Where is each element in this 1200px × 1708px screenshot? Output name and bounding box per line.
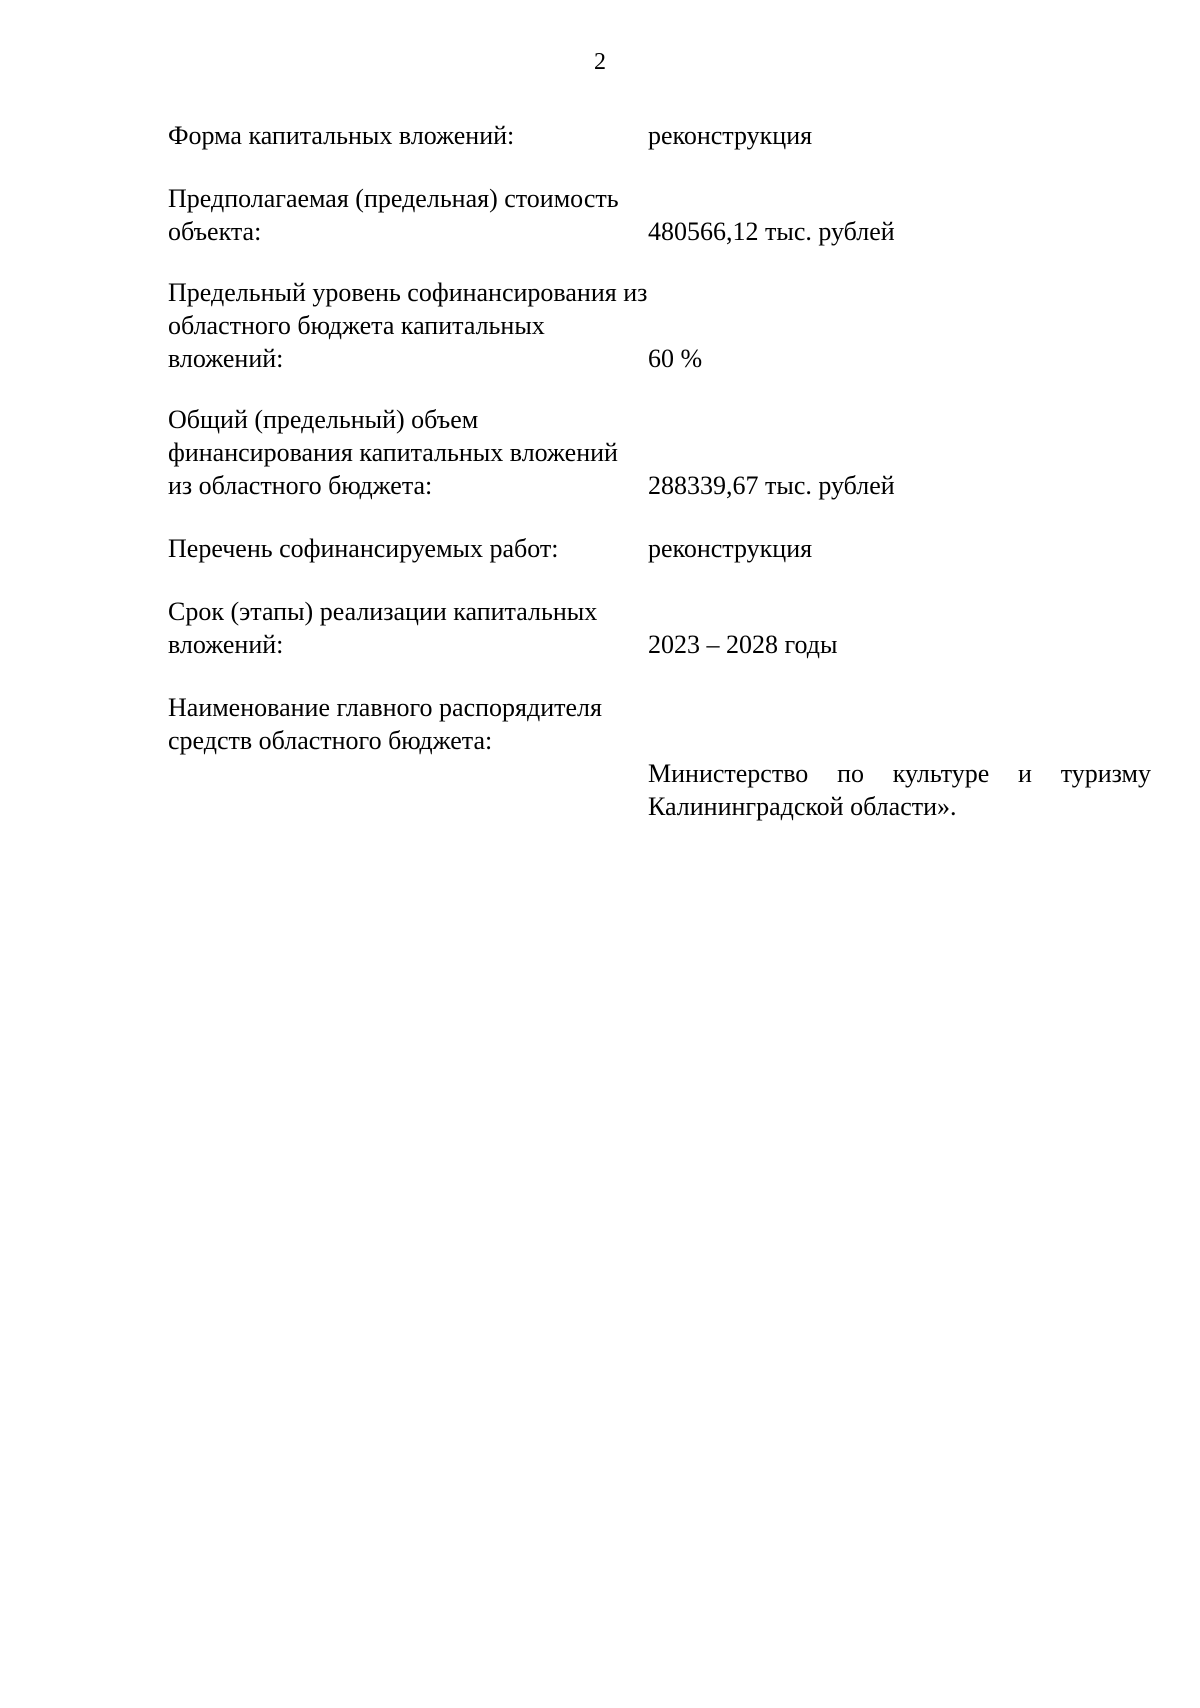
row-total-financing xyxy=(168,403,1151,502)
row-cofinanced-works xyxy=(168,532,1151,565)
row-implementation-period xyxy=(168,595,1151,661)
value-estimated-cost: 480566,12 тыс. рублей xyxy=(648,217,895,246)
value-chief-administrator: Министерство по культуре и туризму Калининградской области». xyxy=(648,759,1151,821)
label-total-financing: Общий (предельный) объем финансирования капитальных вложений из областного бюджета: xyxy=(168,405,618,500)
value-total-financing: 288339,67 тыс. рублей xyxy=(648,471,895,500)
label-implementation-period: Срок (этапы) реализации капитальных вложений: xyxy=(168,597,598,659)
row-cofinancing-level xyxy=(168,276,1151,375)
value-cofinancing-level: 60 % xyxy=(648,344,703,373)
value-implementation-period: 2023 – 2028 годы xyxy=(648,630,838,659)
value-cofinanced-works: реконструкция xyxy=(648,534,813,563)
row-estimated-cost xyxy=(168,182,1151,248)
label-investment-form: Форма капитальных вложений: xyxy=(168,121,515,150)
row-investment-form xyxy=(168,119,1151,152)
label-estimated-cost: Предполагаемая (предельная) стоимость объекта: xyxy=(168,184,619,246)
label-cofinanced-works: Перечень софинансируемых работ: xyxy=(168,534,559,563)
page-number: 2 xyxy=(594,49,606,75)
capital-investment-details xyxy=(168,119,1151,823)
value-investment-form: реконструкция xyxy=(648,121,813,150)
label-chief-administrator: Наименование главного распорядителя средств областного бюджета: xyxy=(168,693,602,755)
label-cofinancing-level: Предельный уровень софинансирования из областного бюджета капитальных вложений: xyxy=(168,278,648,373)
row-chief-administrator xyxy=(168,691,1151,823)
